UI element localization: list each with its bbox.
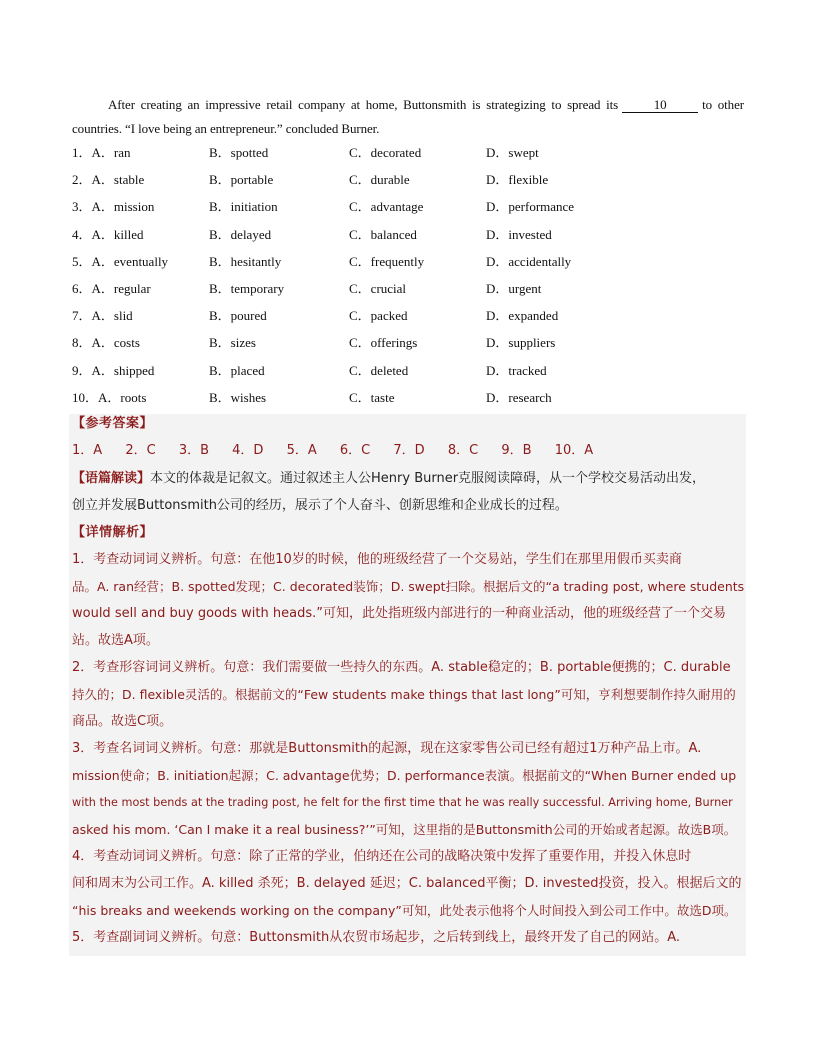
option-c: C．crucial <box>349 280 407 296</box>
detail-line: “his breaks and weekends working on the company”可知，此处表示他将个人时间投入到公司工作中。故选D项。 <box>72 903 737 918</box>
option-d: D．expanded <box>486 308 559 324</box>
option-a: 4．A．killed <box>72 226 144 242</box>
answer-item: 5．A <box>286 443 317 458</box>
option-row <box>72 195 744 222</box>
option-d: D．urgent <box>486 280 542 296</box>
option-b: B．placed <box>209 362 265 378</box>
option-b: B．spotted <box>209 145 269 160</box>
option-a: 1．A．ran <box>72 145 131 160</box>
option-a: 2．A．stable <box>72 172 145 188</box>
detail-line: with the most bends at the trading post, he felt for the first time that he was really successful. Arriving home, Burner <box>72 796 733 809</box>
option-b: B．hesitantly <box>209 253 282 269</box>
option-b: B．temporary <box>209 280 285 296</box>
option-row <box>72 168 744 195</box>
option-d: D．research <box>486 389 552 405</box>
detail-line: 1．考查动词词义辨析。句意：在他10岁的时候，他的班级经营了一个交易站，学生们在那里用假币买卖商 <box>72 552 682 567</box>
option-d: D．swept <box>486 145 539 160</box>
option-b: B．poured <box>209 308 267 324</box>
option-a: 10．A．roots <box>72 389 147 405</box>
summary-heading: 【语篇解读】 <box>72 471 151 486</box>
option-d: D．performance <box>486 199 575 215</box>
detail-line: 商品。故选C项。 <box>72 714 173 729</box>
option-row <box>72 277 744 304</box>
detail-line: 2．考查形容词词义辨析。句意：我们需要做一些持久的东西。A. stable稳定的；B. portable便携的；C. durable <box>72 660 731 675</box>
option-row <box>72 250 744 277</box>
answer-item: 8．C <box>447 443 479 458</box>
option-c: C．advantage <box>349 199 424 215</box>
detail-heading: 【详情解析】 <box>72 525 154 540</box>
option-d: D．flexible <box>486 172 549 188</box>
option-b: B．delayed <box>209 226 272 242</box>
option-a: 6．A．regular <box>72 280 151 296</box>
option-c: C．decorated <box>349 145 422 160</box>
detail-line: asked his mom. ‘Can I make it a real business?’”可知，这里指的是Buttonsmith公司的开始或者起源。故选B项。 <box>72 822 737 837</box>
detail-line: 3．考查名词词义辨析。句意：那就是Buttonsmith的起源，现在这家零售公司已经有超过1万种产品上市。A. <box>72 741 702 756</box>
detail-line: 5．考查副词词义辨析。句意：Buttonsmith从农贸市场起步，之后转到线上，最终开发了自己的网站。A. <box>72 930 680 945</box>
option-b: B．portable <box>209 172 274 188</box>
option-a: 9．A．shipped <box>72 362 155 378</box>
answer-item: 9．B <box>501 443 532 458</box>
option-a: 5．A．eventually <box>72 253 169 269</box>
reference-answers <box>72 437 746 464</box>
option-c: C．taste <box>349 389 395 405</box>
option-d: D．accidentally <box>486 253 572 269</box>
option-a: 7．A．slid <box>72 308 133 324</box>
answer-item: 10．A <box>554 443 594 458</box>
summary-line-2: 创立并发展Buttonsmith公司的经历，展示了个人奋斗、创新思维和企业成长的过程。 <box>72 498 568 513</box>
summary-text: 本文的体裁是记叙文。通过叙述主人公Henry Burner克服阅读障碍，从一个学校交易活动出发， <box>150 471 706 486</box>
option-d: D．invested <box>486 226 552 242</box>
option-row <box>72 223 744 250</box>
answer-item: 4．D <box>232 443 264 458</box>
option-a: 3．A．mission <box>72 199 155 215</box>
option-a: 8．A．costs <box>72 335 140 351</box>
summary-line-1 <box>72 465 746 492</box>
reference-heading: 【参考答案】 <box>72 416 154 431</box>
detail-line: would sell and buy goods with heads.”可知，此处指班级内部进行的一种商业活动，他的班级经营了一个交易 <box>72 606 726 621</box>
passage-text-after: to other countries. “I love being an entrepreneur.” concluded Burner. <box>72 97 744 136</box>
option-c: C．balanced <box>349 226 417 242</box>
passage-text-before: After creating an impressive retail company at home, Buttonsmith is strategizing to spread its <box>108 97 619 112</box>
answer-item: 6．C <box>339 443 371 458</box>
options-list <box>72 141 744 413</box>
option-b: B．wishes <box>209 389 267 405</box>
detail-line: mission使命；B. initiation起源；C. advantage优势；D. performance表演。根据前文的“When Burner ended up <box>72 768 737 783</box>
answer-item: 7．D <box>393 443 425 458</box>
blank-10: 10 <box>622 97 698 113</box>
option-row <box>72 141 744 168</box>
detail-line: 间和周末为公司工作。A. killed 杀死；B. delayed 延迟；C. balanced平衡；D. invested投资，投入。根据后文的 <box>72 876 742 891</box>
answer-item: 2．C <box>125 443 156 458</box>
option-row <box>72 304 744 331</box>
option-c: C．packed <box>349 308 408 324</box>
option-row <box>72 331 744 358</box>
answer-item: 1．A <box>72 443 103 458</box>
option-d: D．suppliers <box>486 335 556 351</box>
option-c: C．deleted <box>349 362 409 378</box>
detail-line: 持久的；D. flexible灵活的。根据前文的“Few students make things that last long”可知，亨利想要制作持久耐用的 <box>72 687 736 702</box>
option-d: D．tracked <box>486 362 547 378</box>
option-b: B．initiation <box>209 199 278 215</box>
passage-paragraph <box>72 93 744 141</box>
option-c: C．frequently <box>349 253 425 269</box>
detail-line: 站。故选A项。 <box>72 633 159 648</box>
option-row <box>72 359 744 386</box>
answer-item: 3．B <box>178 443 210 458</box>
detail-line: 品。A. ran经营；B. spotted发现；C. decorated装饰；D. swept扫除。根据后文的“a trading post, where students <box>72 579 745 594</box>
option-row <box>72 386 744 413</box>
option-c: C．offerings <box>349 335 418 351</box>
detail-line: 4．考查动词词义辨析。句意：除了正常的学业，伯纳还在公司的战略决策中发挥了重要作用，并投入休息时 <box>72 849 692 864</box>
option-b: B．sizes <box>209 335 256 351</box>
option-c: C．durable <box>349 172 410 188</box>
